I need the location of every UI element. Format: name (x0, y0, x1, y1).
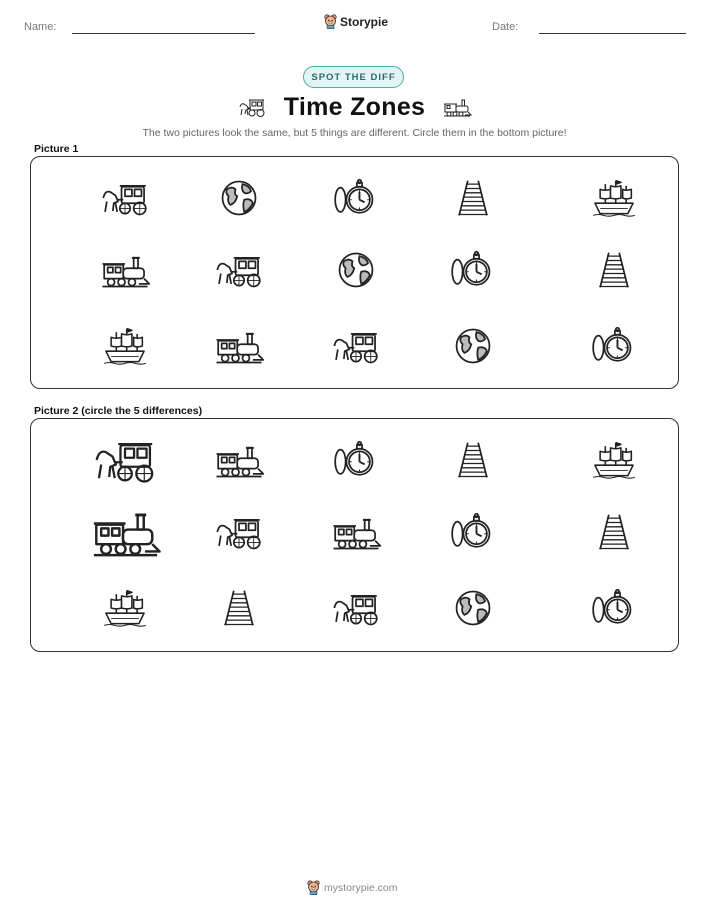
picture1-label: Picture 1 (34, 143, 79, 155)
carriage-icon[interactable] (330, 588, 382, 628)
train-icon[interactable] (89, 504, 162, 560)
ship-icon (588, 178, 640, 218)
page-title: Time Zones (283, 92, 426, 121)
picture2-label: Picture 2 (circle the 5 differences) (34, 405, 203, 417)
globe-icon (330, 250, 382, 290)
footer (307, 880, 398, 895)
ship-icon[interactable] (588, 440, 640, 480)
pocket-watch-icon (588, 326, 640, 366)
train-icon (213, 326, 265, 366)
train-icon (99, 250, 151, 290)
spot-the-diff-tag: SPOT THE DIFF (303, 66, 404, 88)
date-label: Date: (492, 21, 519, 33)
carriage-icon (236, 96, 268, 118)
name-field[interactable] (72, 33, 255, 34)
railroad-track-icon[interactable] (447, 440, 499, 480)
bear-mascot-icon (324, 14, 337, 29)
train-icon (441, 96, 473, 118)
title-row (0, 92, 709, 122)
pocket-watch-icon (447, 250, 499, 290)
name-label: Name: (24, 21, 57, 33)
ship-icon[interactable] (99, 588, 151, 628)
pocket-watch-icon[interactable] (330, 440, 382, 480)
instructions-text: The two pictures look the same, but 5 things are different. Circle them in the bottom picture! (142, 127, 567, 139)
brand-name: Storypie (340, 14, 389, 29)
railroad-track-icon (588, 250, 640, 290)
bear-mascot-icon (307, 880, 320, 895)
globe-icon[interactable] (447, 588, 499, 628)
date-field[interactable] (539, 33, 686, 34)
ship-icon (99, 326, 151, 366)
carriage-icon[interactable] (91, 434, 159, 486)
storypie-logo (324, 14, 388, 29)
carriage-icon[interactable] (213, 512, 265, 552)
carriage-icon (330, 326, 382, 366)
railroad-track-icon[interactable] (213, 588, 265, 628)
pocket-watch-icon[interactable] (588, 588, 640, 628)
globe-icon (447, 326, 499, 366)
railroad-track-icon[interactable] (588, 512, 640, 552)
carriage-icon (213, 250, 265, 290)
pocket-watch-icon (330, 178, 382, 218)
train-icon[interactable] (213, 440, 265, 480)
train-icon[interactable] (330, 512, 382, 552)
picture1-panel (30, 156, 679, 389)
pocket-watch-icon[interactable] (447, 512, 499, 552)
railroad-track-icon (447, 178, 499, 218)
footer-site: mystorypie.com (324, 881, 398, 894)
carriage-icon (99, 178, 151, 218)
globe-icon (213, 178, 265, 218)
picture2-panel[interactable] (30, 418, 679, 652)
